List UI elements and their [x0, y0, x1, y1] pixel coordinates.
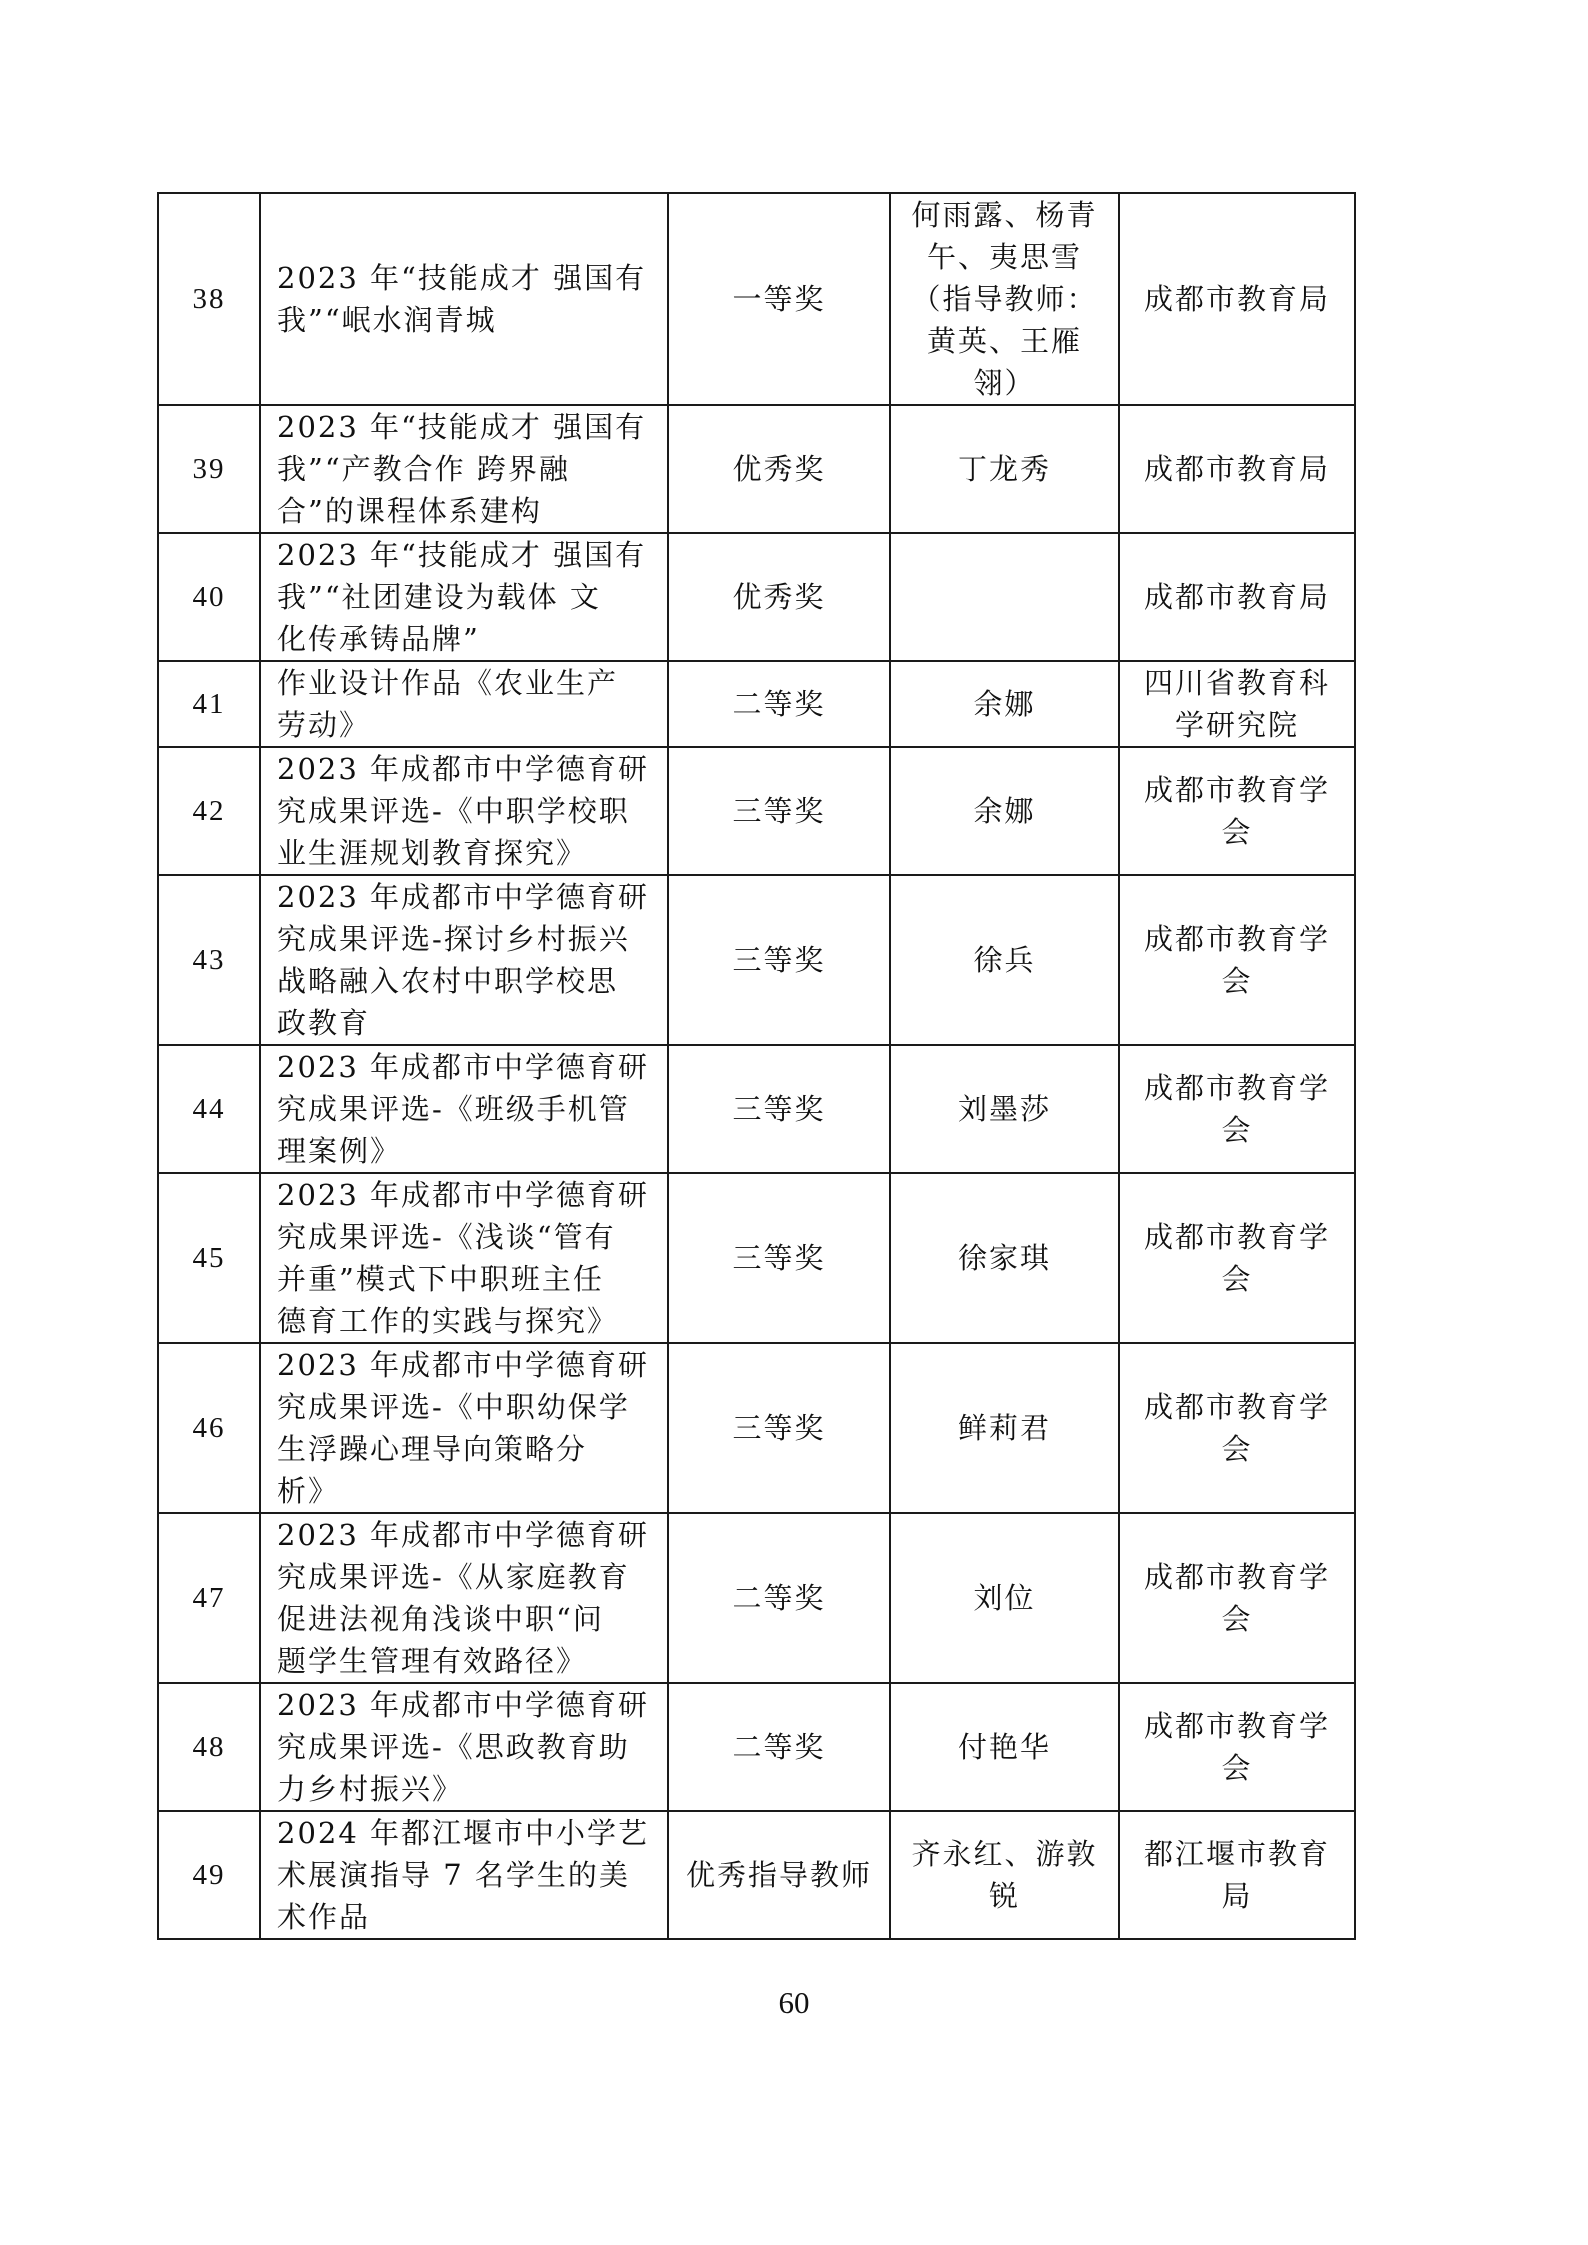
- table-row: [158, 747, 1355, 875]
- table-row: [158, 1513, 1355, 1683]
- cell-award-level: 优秀奖: [668, 405, 890, 533]
- cell-project-name: 2023 年成都市中学德育研 究成果评选-《班级手机管 理案例》: [260, 1045, 668, 1173]
- cell-award-level: 优秀奖: [668, 533, 890, 661]
- cell-number: 48: [158, 1683, 260, 1811]
- cell-project-name: 2024 年都江堰市中小学艺 术展演指导 7 名学生的美 术作品: [260, 1811, 668, 1939]
- cell-project-name: 2023 年成都市中学德育研 究成果评选-《浅谈“管有 并重”模式下中职班主任 德育工作的实践与探究》: [260, 1173, 668, 1343]
- cell-issuing-organization: 成都市教育学 会: [1119, 1343, 1355, 1513]
- cell-award-level: 二等奖: [668, 661, 890, 747]
- cell-winner: 齐永红、游敦 锐: [890, 1811, 1119, 1939]
- awards-table-body: [158, 193, 1355, 1939]
- cell-project-name: 2023 年成都市中学德育研 究成果评选-《从家庭教育 促进法视角浅谈中职“问 题学生管理有效路径》: [260, 1513, 668, 1683]
- cell-project-name: 2023 年“技能成才 强国有 我”“社团建设为载体 文 化传承铸品牌”: [260, 533, 668, 661]
- cell-issuing-organization: 成都市教育学 会: [1119, 1173, 1355, 1343]
- cell-project-name: 2023 年“技能成才 强国有 我”“产教合作 跨界融 合”的课程体系建构: [260, 405, 668, 533]
- cell-award-level: 二等奖: [668, 1513, 890, 1683]
- cell-award-level: 二等奖: [668, 1683, 890, 1811]
- cell-number: 39: [158, 405, 260, 533]
- cell-number: 38: [158, 193, 260, 405]
- cell-award-level: 优秀指导教师: [668, 1811, 890, 1939]
- table-row: [158, 193, 1355, 405]
- cell-award-level: 三等奖: [668, 1173, 890, 1343]
- cell-award-level: 三等奖: [668, 875, 890, 1045]
- table-row: [158, 1045, 1355, 1173]
- cell-issuing-organization: 四川省教育科 学研究院: [1119, 661, 1355, 747]
- cell-number: 42: [158, 747, 260, 875]
- cell-winner: 徐家琪: [890, 1173, 1119, 1343]
- cell-winner: 丁龙秀: [890, 405, 1119, 533]
- cell-project-name: 2023 年成都市中学德育研 究成果评选-《中职幼保学 生浮躁心理导向策略分 析》: [260, 1343, 668, 1513]
- cell-project-name: 2023 年成都市中学德育研 究成果评选-《中职学校职 业生涯规划教育探究》: [260, 747, 668, 875]
- cell-winner: 鲜莉君: [890, 1343, 1119, 1513]
- cell-issuing-organization: 成都市教育学 会: [1119, 1045, 1355, 1173]
- cell-award-level: 三等奖: [668, 1045, 890, 1173]
- cell-issuing-organization: 成都市教育学 会: [1119, 1513, 1355, 1683]
- cell-award-level: 一等奖: [668, 193, 890, 405]
- cell-issuing-organization: 成都市教育局: [1119, 405, 1355, 533]
- cell-project-name: 2023 年“技能成才 强国有 我”“岷水润青城: [260, 193, 668, 405]
- table-row: [158, 1811, 1355, 1939]
- cell-number: 45: [158, 1173, 260, 1343]
- cell-winner: 余娜: [890, 747, 1119, 875]
- awards-table: [157, 192, 1356, 1940]
- cell-issuing-organization: 成都市教育局: [1119, 193, 1355, 405]
- cell-award-level: 三等奖: [668, 1343, 890, 1513]
- table-row: [158, 1683, 1355, 1811]
- cell-winner: 刘位: [890, 1513, 1119, 1683]
- cell-number: 49: [158, 1811, 260, 1939]
- cell-number: 40: [158, 533, 260, 661]
- page-number: 60: [778, 1985, 810, 2020]
- table-row: [158, 533, 1355, 661]
- cell-winner: 刘墨莎: [890, 1045, 1119, 1173]
- cell-award-level: 三等奖: [668, 747, 890, 875]
- cell-project-name: 2023 年成都市中学德育研 究成果评选-探讨乡村振兴 战略融入农村中职学校思 政教育: [260, 875, 668, 1045]
- table-row: [158, 1343, 1355, 1513]
- cell-number: 46: [158, 1343, 260, 1513]
- cell-winner: [890, 533, 1119, 661]
- table-row: [158, 875, 1355, 1045]
- cell-winner: 付艳华: [890, 1683, 1119, 1811]
- cell-number: 41: [158, 661, 260, 747]
- cell-issuing-organization: 成都市教育学 会: [1119, 1683, 1355, 1811]
- cell-number: 43: [158, 875, 260, 1045]
- table-row: [158, 405, 1355, 533]
- cell-project-name: 作业设计作品《农业生产 劳动》: [260, 661, 668, 747]
- cell-issuing-organization: 成都市教育学 会: [1119, 875, 1355, 1045]
- cell-issuing-organization: 都江堰市教育 局: [1119, 1811, 1355, 1939]
- cell-issuing-organization: 成都市教育局: [1119, 533, 1355, 661]
- table-row: [158, 1173, 1355, 1343]
- cell-number: 44: [158, 1045, 260, 1173]
- cell-number: 47: [158, 1513, 260, 1683]
- cell-winner: 余娜: [890, 661, 1119, 747]
- table-row: [158, 661, 1355, 747]
- cell-issuing-organization: 成都市教育学 会: [1119, 747, 1355, 875]
- cell-winner: 何雨露、杨青 午、夷思雪 （指导教师： 黄英、王雁 翎）: [890, 193, 1119, 405]
- cell-project-name: 2023 年成都市中学德育研 究成果评选-《思政教育助 力乡村振兴》: [260, 1683, 668, 1811]
- cell-winner: 徐兵: [890, 875, 1119, 1045]
